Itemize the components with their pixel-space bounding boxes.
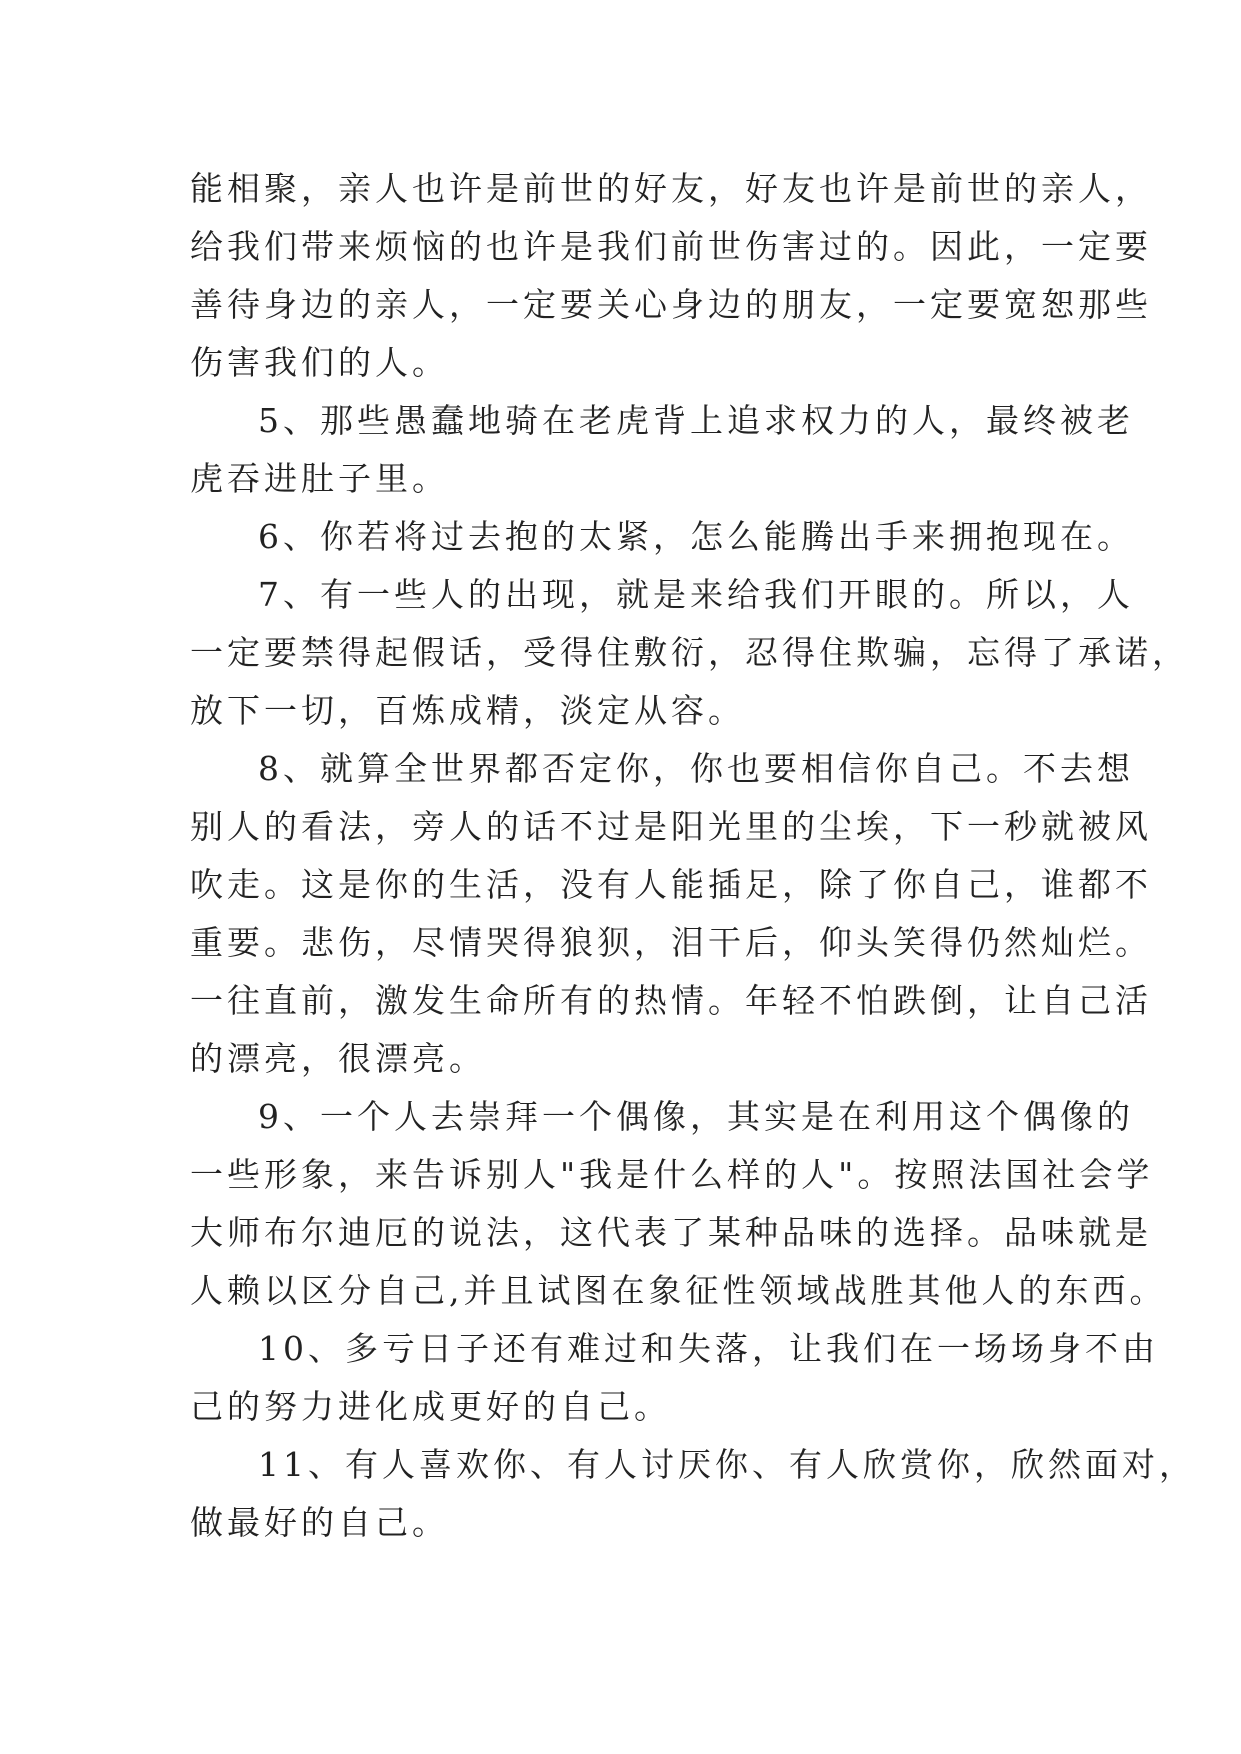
text-line: 重要。悲伤，尽情哭得狼狈，泪干后，仰头笑得仍然灿烂。 <box>190 923 1152 962</box>
text-line: 6、你若将过去抱的太紧，怎么能腾出手来拥抱现在。 <box>258 517 1134 556</box>
text-line: 己的努力进化成更好的自己。 <box>190 1387 671 1426</box>
text-line: 虎吞进肚子里。 <box>190 459 449 498</box>
text-line: 大师布尔迪厄的说法，这代表了某种品味的选择。品味就是 <box>190 1213 1152 1252</box>
text-line: 吹走。这是你的生活，没有人能插足，除了你自己，谁都不 <box>190 865 1152 904</box>
paragraph-item-5 <box>190 392 1134 508</box>
paragraph-item-7 <box>190 566 1189 740</box>
paragraph-continuation <box>190 160 1152 392</box>
document-body <box>190 160 1196 1552</box>
text-line: 8、就算全世界都否定你，你也要相信你自己。不去想 <box>258 749 1134 788</box>
text-line: 给我们带来烦恼的也许是我们前世伤害过的。因此，一定要 <box>190 227 1152 266</box>
paragraph-item-10 <box>190 1320 1159 1436</box>
text-line: 5、那些愚蠢地骑在老虎背上追求权力的人，最终被老 <box>258 401 1134 440</box>
text-line: 人赖以区分自己,并且试图在象征性领域战胜其他人的东西。 <box>190 1271 1167 1310</box>
text-line: 7、有一些人的出现，就是来给我们开眼的。所以，人 <box>258 575 1134 614</box>
text-line: 10、多亏日子还有难过和失落，让我们在一场场身不由 <box>258 1329 1159 1368</box>
text-line: 一往直前，激发生命所有的热情。年轻不怕跌倒，让自己活 <box>190 981 1152 1020</box>
text-line: 伤害我们的人。 <box>190 343 449 382</box>
paragraph-item-8 <box>190 740 1152 1088</box>
text-line: 别人的看法，旁人的话不过是阳光里的尘埃，下一秒就被风 <box>190 807 1152 846</box>
paragraph-item-9 <box>190 1088 1167 1320</box>
text-line: 做最好的自己。 <box>190 1503 449 1542</box>
text-line: 11、有人喜欢你、有人讨厌你、有人欣赏你，欣然面对， <box>258 1445 1196 1484</box>
text-line: 放下一切，百炼成精，淡定从容。 <box>190 691 745 730</box>
text-line: 能相聚，亲人也许是前世的好友，好友也许是前世的亲人， <box>190 169 1152 208</box>
paragraph-item-11 <box>190 1436 1196 1552</box>
text-line: 善待身边的亲人，一定要关心身边的朋友，一定要宽恕那些 <box>190 285 1152 324</box>
text-line: 一定要禁得起假话，受得住敷衍，忍得住欺骗，忘得了承诺， <box>190 633 1189 672</box>
text-line: 一些形象，来告诉别人"我是什么样的人"。按照法国社会学 <box>190 1155 1154 1194</box>
paragraph-item-6 <box>190 508 1134 566</box>
text-line: 的漂亮，很漂亮。 <box>190 1039 486 1078</box>
text-line: 9、一个人去崇拜一个偶像，其实是在利用这个偶像的 <box>258 1097 1134 1136</box>
